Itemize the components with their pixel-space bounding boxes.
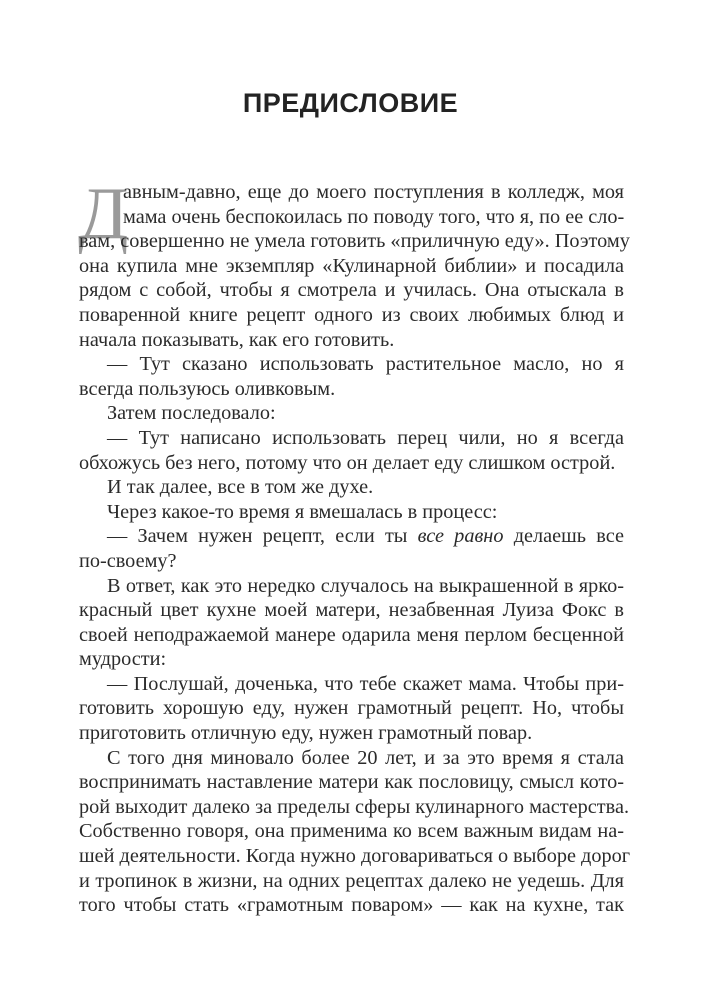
text-line: приготовить отличную еду, нужен грамотный повар. <box>79 722 533 745</box>
text-line: готовить хорошую еду, нужен грамотный рецепт. Но, чтобы <box>79 697 624 720</box>
text-line: рядом с собой, чтобы я смотрела и училась. Она отыскала в <box>79 279 624 302</box>
text-line: красный цвет кухне моей матери, незабвенная Луиза Фокс в <box>79 599 624 622</box>
text-line: С того дня миновало более 20 лет, и за это время я стала <box>107 746 624 769</box>
text-line: воспринимать наставление матери как пословицу, смысл кото- <box>79 771 624 794</box>
text-line: И так далее, все в том же духе. <box>107 476 374 499</box>
drop-cap-letter: Д <box>78 173 129 255</box>
text-line: — Послушай, доченька, что тебе скажет мама. Чтобы при- <box>107 672 624 695</box>
text-line: Через какое-то время я вмешалась в процесс: <box>107 500 498 523</box>
text-line: — Зачем нужен рецепт, если ты все равно делаешь все <box>107 525 624 548</box>
text-line: по-своему? <box>79 549 177 572</box>
text-line: начала показывать, как его готовить. <box>79 328 395 351</box>
text-line: В ответ, как это нередко случалось на выкрашенной в ярко- <box>107 574 624 597</box>
text-line: и тропинок в жизни, на одних рецептах далеко не уедешь. Для <box>79 869 624 892</box>
text-line: мама очень беспокоилась по поводу того, что я, по ее сло- <box>123 205 625 228</box>
text-line: авным-давно, еще до моего поступления в колледж, моя <box>123 181 624 203</box>
text-line: шей деятельности. Когда нужно договариваться о выборе дорог <box>79 845 631 868</box>
text-line: того чтобы стать «грамотным поваром» — как на кухне, так <box>79 894 624 917</box>
text-line: обхожусь без него, потому что он делает еду слишком острой. <box>79 451 616 474</box>
text-line: рой выходит далеко за пределы сферы кулинарного мастерства. <box>79 795 630 818</box>
text-line: Собственно говоря, она применима ко всем важным видам на- <box>79 820 624 843</box>
text-line: Затем последовало: <box>107 402 276 425</box>
text-line: своей неподражаемой манере одарила меня перлом бесценной <box>79 623 624 646</box>
page-title: ПРЕДИСЛОВИЕ <box>242 88 459 118</box>
text-line: вам, совершенно не умела готовить «приличную еду». Поэтому <box>79 230 630 253</box>
text-line: — Тут сказано использовать растительное масло, но я <box>107 353 624 376</box>
text-line: — Тут написано использовать перец чили, но я всегда <box>107 426 624 449</box>
text-line: мудрости: <box>79 648 167 671</box>
text-line: всегда пользуюсь оливковым. <box>79 377 336 400</box>
text-line: она купила мне экземпляр «Кулинарной библии» и посадила <box>79 254 624 277</box>
emphasis-text: все равно <box>417 525 504 548</box>
body-text <box>78 173 631 918</box>
text-line: поваренной книге рецепт одного из своих любимых блюд и <box>79 303 624 326</box>
